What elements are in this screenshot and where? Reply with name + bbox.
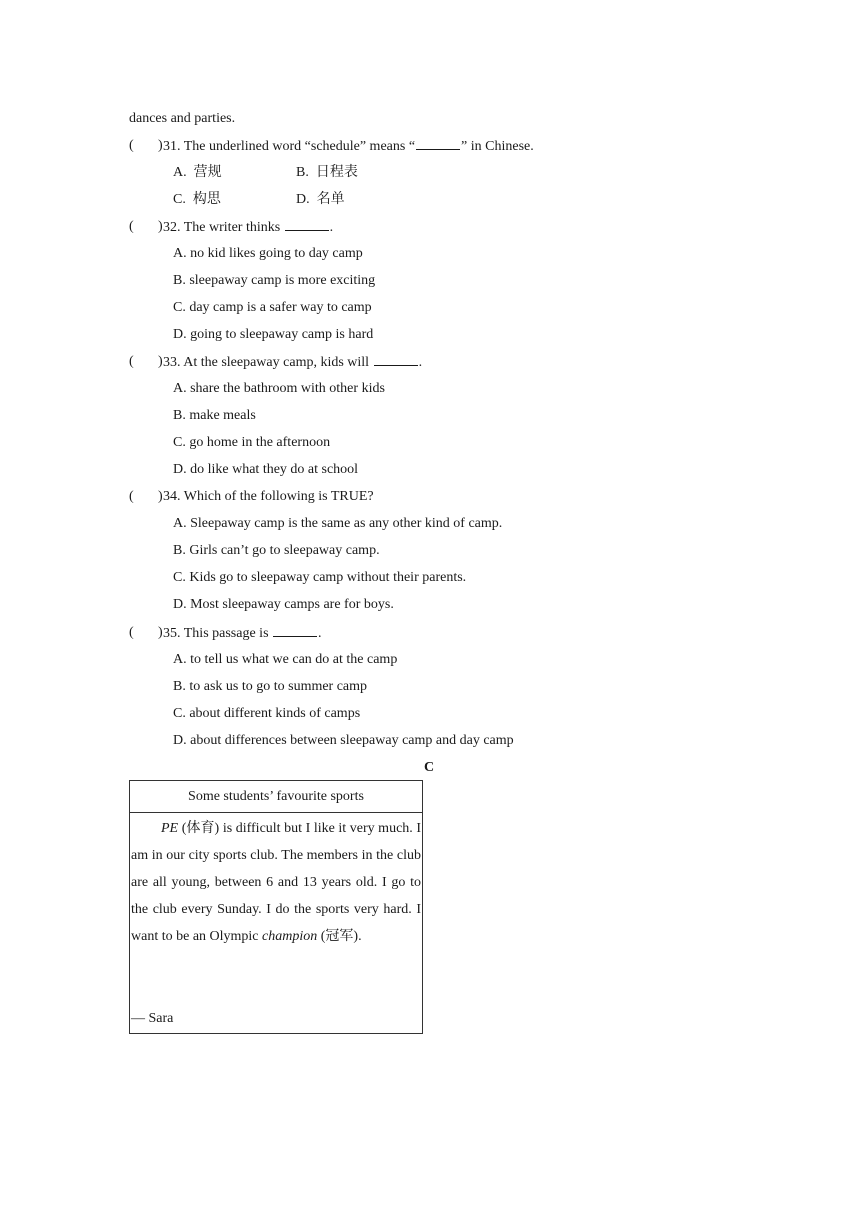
option-c: C. about different kinds of camps [173,706,361,721]
intro-tail-text: dances and parties. [129,111,236,126]
answer-blank [285,218,329,231]
question-stem-tail: . [318,626,322,641]
answer-blank [273,624,317,637]
option-d: D. going to sleepaway camp is hard [173,327,374,342]
option-c: C. day camp is a safer way to camp [173,300,372,315]
option-d [296,191,345,209]
answer-blank [416,137,460,150]
passage-signature: — Sara [131,1011,174,1026]
sports-table-passage [131,815,421,950]
option-a: A. to tell us what we can do at the camp [173,652,398,667]
answer-paren-open: ( [129,625,134,640]
sports-table-header: Some students’ favourite sports [130,781,422,813]
answer-paren-open: ( [129,219,134,234]
answer-paren-close: ) [158,138,163,153]
question-stem-text: 35. This passage is [163,626,269,641]
option-text: 构思 [192,192,221,207]
question-stem [163,624,322,643]
answer-blank [374,353,418,366]
question-stem-tail: ” in Chinese. [461,139,534,154]
champion-term: champion [262,929,318,944]
answer-paren-close: ) [158,489,163,504]
option-d: D. about differences between sleepaway camp and day camp [173,733,514,748]
option-b [296,164,358,182]
section-c-heading: C [424,760,435,775]
question-stem: 34. Which of the following is TRUE? [163,489,374,504]
answer-paren-close: ) [158,354,163,369]
option-letter: C. [173,192,186,207]
option-a [173,164,222,182]
question-stem-tail: . [329,220,334,235]
answer-paren-open: ( [129,354,134,369]
question-stem-tail: . [418,355,423,370]
answer-paren-open: ( [129,489,134,504]
answer-paren-open: ( [129,138,134,153]
question-stem [163,137,534,156]
option-text: 名单 [316,192,345,207]
answer-paren-close: ) [158,625,163,640]
answer-paren-close: ) [158,219,163,234]
option-text: 日程表 [315,165,358,180]
option-b: B. sleepaway camp is more exciting [173,273,376,288]
option-c [173,191,221,209]
question-stem-text: 33. At the sleepaway camp, kids will [163,355,370,370]
option-c: C. Kids go to sleepaway camp without their parents. [173,570,467,585]
passage-text: is difficult but I like it very much. I am in our city sports club. The members in the club are all young, between 6 and 13 years old. I go to the club every Sunday. I do the sports very hard. I want to be an Olympic [131,821,422,944]
option-d: D. do like what they do at school [173,462,359,477]
option-c: C. go home in the afternoon [173,435,331,450]
question-stem-text: 32. The writer thinks [163,220,281,235]
option-b: B. Girls can’t go to sleepaway camp. [173,543,380,558]
option-letter: D. [296,192,310,207]
option-a: A. Sleepaway camp is the same as any other kind of camp. [173,516,503,531]
option-letter: B. [296,165,309,180]
champion-gloss: (冠军). [320,929,362,944]
option-b: B. make meals [173,408,256,423]
pe-gloss: (体育) [181,821,220,836]
option-d: D. Most sleepaway camps are for boys. [173,597,394,612]
option-a: A. no kid likes going to day camp [173,246,363,261]
passage-paragraph [131,815,421,950]
option-text: 营规 [193,165,222,180]
pe-term: PE [161,821,179,836]
option-a: A. share the bathroom with other kids [173,381,385,396]
option-b: B. to ask us to go to summer camp [173,679,368,694]
question-stem-text: 31. The underlined word “schedule” means “ [163,139,416,154]
question-stem [163,218,333,237]
question-stem [163,353,422,372]
option-letter: A. [173,165,187,180]
